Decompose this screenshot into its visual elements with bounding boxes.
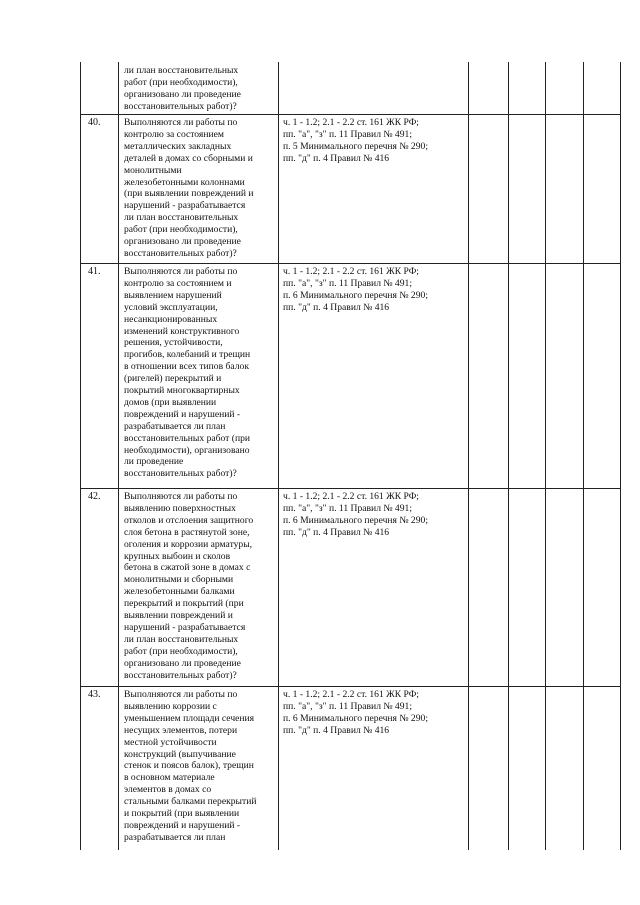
table-column-border: [468, 62, 469, 850]
question-text-line: Выполняются ли работы по: [124, 689, 238, 700]
question-text-line: повреждений и нарушений -: [124, 819, 241, 831]
question-text-line: нарушений - разрабатывается: [124, 200, 246, 212]
table-row-border: [80, 114, 621, 115]
question-text-line: покрытий многоквартирных: [124, 385, 240, 396]
question-text-line: повреждений и нарушений -: [124, 408, 241, 420]
legal-reference-line: пп. "д" п. 4 Правил № 416: [283, 724, 390, 736]
legal-reference-line: пп. "д" п. 4 Правил № 416: [283, 152, 390, 164]
legal-reference-line: пп. "д" п. 4 Правил № 416: [283, 526, 390, 538]
question-text-line: уменьшением площади сечения: [124, 712, 255, 724]
table-column-border: [620, 62, 621, 850]
question-text-line: разрабатывается ли план: [124, 420, 226, 432]
question-text-line: выявлению коррозии с: [124, 700, 217, 712]
row-number: 43.: [88, 689, 101, 700]
question-text-line: крупных выбоин и сколов: [124, 550, 231, 562]
question-text-line: выявлением нарушений: [124, 289, 222, 301]
question-text-line: решения, устойчивости,: [124, 337, 223, 349]
legal-reference-line: п. 6 Минимального перечня № 290;: [283, 289, 428, 301]
question-text-line: деталей в домах со сборными и: [124, 152, 253, 164]
question-text-line: контролю за состоянием и: [124, 277, 232, 289]
question-text-line: ли план восстановительных: [124, 212, 239, 224]
question-text-line: в отношении всех типов балок: [124, 361, 249, 373]
table-column-border: [80, 62, 81, 850]
question-text-line: железобетонными колоннами: [124, 176, 245, 188]
table-column-border: [118, 62, 119, 850]
row-number: 41.: [88, 266, 101, 277]
question-text-line: восстановительных работ)?: [124, 468, 237, 480]
legal-reference-line: ч. 1 - 1.2; 2.1 - 2.2 ст. 161 ЖК РФ;: [283, 266, 419, 277]
table-row-border: [80, 263, 621, 264]
question-text-line: необходимости), организовано: [124, 444, 250, 456]
question-text-line: работ (при необходимости),: [124, 645, 238, 657]
question-text-line: работ (при необходимости),: [124, 224, 238, 236]
question-text-line: металлических закладных: [124, 140, 232, 152]
legal-reference-line: ч. 1 - 1.2; 2.1 - 2.2 ст. 161 ЖК РФ;: [283, 491, 419, 502]
question-text-line: выявлению поверхностных: [124, 502, 236, 514]
question-text-line: железобетонными балками: [124, 586, 235, 598]
table-row-border: [80, 488, 621, 489]
legal-reference-line: ч. 1 - 1.2; 2.1 - 2.2 ст. 161 ЖК РФ;: [283, 689, 419, 700]
question-text-line: выявлении повреждений и: [124, 610, 233, 621]
question-text-line: прогибов, колебаний и трещин: [124, 349, 251, 361]
row-number: 42.: [88, 491, 101, 502]
question-text-line: несущих элементов, потери: [124, 724, 238, 736]
question-text-line: восстановительных работ)?: [124, 100, 237, 112]
question-text-line: ли план восстановительных: [124, 65, 239, 76]
question-text-line: конструкций (выпучивание: [124, 748, 236, 760]
legal-reference-line: пп. "а", "з" п. 11 Правил № 491;: [283, 700, 412, 712]
legal-reference-line: п. 6 Минимального перечня № 290;: [283, 712, 428, 724]
question-text-line: Выполняются ли работы по: [124, 117, 238, 128]
question-text-line: ли проведение: [124, 456, 184, 468]
question-text-line: отколов и отслоения защитного: [124, 514, 254, 526]
legal-reference-line: ч. 1 - 1.2; 2.1 - 2.2 ст. 161 ЖК РФ;: [283, 117, 419, 128]
question-text-line: местной устойчивости: [124, 736, 217, 748]
question-text-line: несанкционированных: [124, 313, 218, 325]
table-column-border: [278, 62, 279, 850]
question-text-line: бетона в сжатой зоне в домах с: [124, 562, 251, 574]
legal-reference-line: п. 5 Минимального перечня № 290;: [283, 140, 428, 152]
question-text-line: и покрытий (при выявлении: [124, 808, 240, 819]
question-text-line: оголения и коррозии арматуры,: [124, 538, 253, 550]
question-text-line: (ригелей) перекрытий и: [124, 373, 222, 385]
legal-reference-line: пп. "д" п. 4 Правил № 416: [283, 301, 390, 313]
question-text-line: в основном материале: [124, 772, 215, 784]
question-text-line: организовано ли проведение: [124, 236, 241, 247]
question-text-line: слоя бетона в растянутой зоне,: [124, 526, 250, 538]
question-text-line: элементов в домах со: [124, 784, 212, 796]
question-text-line: Выполняются ли работы по: [124, 266, 238, 277]
question-text-line: контролю за состоянием: [124, 128, 224, 140]
question-text-line: ли план восстановительных: [124, 633, 239, 645]
table-row-border: [80, 686, 621, 687]
question-text-line: условий эксплуатации,: [124, 301, 218, 313]
question-text-line: восстановительных работ)?: [124, 669, 237, 681]
legal-reference-line: пп. "а", "з" п. 11 Правил № 491;: [283, 128, 412, 140]
question-text-line: стенок и поясов балок), трещин: [124, 760, 254, 772]
question-text-line: домов (при выявлении: [124, 396, 217, 408]
question-text-line: (при выявлении повреждений и: [124, 188, 254, 200]
question-text-line: монолитными: [124, 164, 182, 176]
question-text-line: изменений конструктивного: [124, 325, 240, 337]
question-text-line: восстановительных работ (при: [124, 432, 251, 444]
question-text-line: работ (при необходимости),: [124, 76, 238, 88]
question-text-line: нарушений - разрабатывается: [124, 621, 246, 633]
legal-reference-line: п. 6 Минимального перечня № 290;: [283, 514, 428, 526]
table-column-border: [545, 62, 546, 850]
table-column-border: [583, 62, 584, 850]
question-text-line: Выполняются ли работы по: [124, 491, 238, 502]
legal-reference-line: пп. "а", "з" п. 11 Правил № 491;: [283, 277, 412, 289]
question-text-line: монолитными и сборными: [124, 574, 234, 586]
question-text-line: восстановительных работ)?: [124, 247, 237, 259]
question-text-line: перекрытий и покрытий (при: [124, 598, 244, 610]
question-text-line: организовано ли проведение: [124, 88, 241, 100]
table-column-border: [508, 62, 509, 850]
question-text-line: разрабатывается ли план: [124, 831, 226, 843]
row-number: 40.: [88, 117, 101, 128]
question-text-line: организовано ли проведение: [124, 657, 241, 669]
question-text-line: стальными балками перекрытий: [124, 796, 257, 808]
legal-reference-line: пп. "а", "з" п. 11 Правил № 491;: [283, 502, 412, 514]
